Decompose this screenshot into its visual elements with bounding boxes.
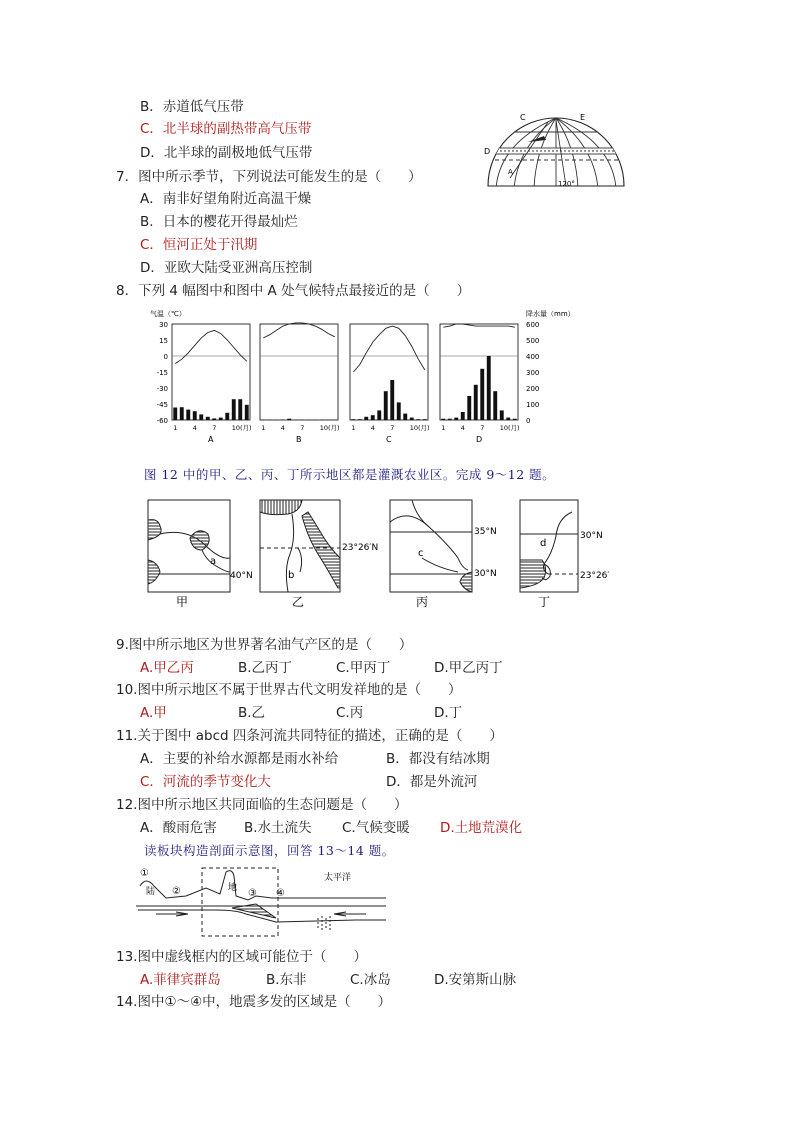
q6-option-d: D．北半球的副极地低气压带 [140, 145, 313, 161]
map-bing-name: 丙 [416, 595, 429, 609]
month-tick-label: 4 [192, 424, 197, 432]
q7-option-a: A．南非好望角附近高温干燥 [140, 191, 312, 207]
map-yi [258, 498, 388, 610]
q10-option-b: B.乙 [238, 705, 266, 721]
precip-bar [186, 410, 190, 420]
month-tick-label: 10(月) [319, 424, 340, 432]
precip-bar [358, 419, 362, 420]
precip-tick-label: 300 [526, 369, 540, 377]
climate-panel-b [260, 323, 340, 444]
temp-tick-label: -15 [156, 369, 168, 377]
precip-tick-label: 500 [526, 337, 540, 345]
panel-label: C [386, 435, 392, 444]
precip-bar [513, 419, 517, 420]
precip-bar [193, 411, 197, 420]
q11-stem: 11.关于图中 abcd 四条河流共同特征的描述，正确的是（ ） [116, 728, 503, 744]
precip-bar [493, 391, 497, 420]
map-bing [388, 498, 508, 610]
precip-bar [448, 419, 452, 420]
climate-charts [148, 306, 578, 446]
precip-bar [245, 405, 249, 420]
q11-option-c: C．河流的季节变化大 [140, 774, 271, 790]
climate-panel-d [440, 324, 520, 444]
q9-option-c: C.甲丙丁 [336, 660, 391, 676]
precip-bar [474, 385, 478, 420]
precip-bar [461, 412, 465, 420]
panel-label: A [208, 435, 214, 444]
month-tick-label: 7 [300, 424, 305, 432]
precip-bar [384, 391, 388, 420]
q6-option-b: B．赤道低气压带 [140, 99, 244, 115]
plate-marker-3: ③ [248, 888, 257, 899]
precip-axis-label: 降水量（mm） [526, 310, 575, 318]
q6-option-c: C．北半球的副热带高气压带 [140, 121, 312, 137]
temp-tick-label: -45 [156, 401, 168, 409]
map-ding-name: 丁 [538, 595, 551, 609]
q13-option-a: A.菲律宾群岛 [140, 972, 221, 988]
plate-marker-1: ① [140, 868, 149, 879]
temp-tick-label: 0 [163, 353, 168, 361]
precip-bar [371, 415, 375, 420]
precip-bar [423, 419, 427, 420]
precip-bar [351, 419, 355, 420]
map-jia-name: 甲 [176, 595, 189, 609]
q14-stem: 14.图中①～④中，地震多发的区域是（ ） [116, 994, 392, 1010]
globe-diagram [484, 108, 630, 190]
precip-tick-label: 600 [526, 321, 540, 329]
q7-option-b: B．日本的樱花开得最灿烂 [140, 214, 298, 230]
q12-option-a: A．酸雨危害 [140, 820, 217, 836]
precip-bar [397, 402, 401, 420]
precip-tick-label: 200 [526, 385, 540, 393]
month-tick-label: 1 [261, 424, 266, 432]
month-tick-label: 7 [480, 424, 485, 432]
river-b-label: b [288, 570, 295, 581]
precip-bar [441, 419, 445, 420]
panel-label: B [296, 435, 302, 444]
month-tick-label: 4 [460, 424, 465, 432]
q9-stem: 9.图中所示地区为世界著名油气产区的是（ ） [116, 637, 413, 653]
month-tick-label: 4 [370, 424, 375, 432]
precip-bar [506, 418, 510, 420]
q10-option-c: C.丙 [336, 705, 364, 721]
precip-bar [416, 419, 420, 420]
precip-bar [212, 418, 216, 420]
q11-option-b: B．都没有结冰期 [386, 751, 490, 767]
plate-marker-2: ② [172, 886, 181, 897]
month-tick-label: 1 [173, 424, 178, 432]
q12-option-c: C.气候变暖 [342, 820, 410, 836]
q9-option-b: B.乙丙丁 [238, 660, 293, 676]
precip-bar [390, 380, 394, 420]
precip-bar [480, 369, 484, 420]
precip-bar [199, 414, 203, 420]
temp-line [353, 326, 425, 372]
q13-option-c: C.冰岛 [350, 972, 391, 988]
climate-panel-c [350, 324, 430, 444]
precip-bar [377, 410, 381, 420]
plate-land2-label: 地 [228, 883, 238, 893]
q10-option-d: D.丁 [434, 705, 463, 721]
month-tick-label: 1 [351, 424, 356, 432]
precip-bar [238, 399, 242, 420]
temp-line [443, 324, 515, 327]
temp-line [263, 323, 335, 338]
lat-35n-label: 35°N [474, 527, 497, 537]
plate-land-label: 陆 [146, 887, 156, 897]
month-tick-label: 7 [212, 424, 217, 432]
month-tick-label: 1 [441, 424, 446, 432]
temp-axis-label: 气温（℃） [150, 310, 186, 318]
precip-tick-label: 100 [526, 401, 540, 409]
precip-bar [180, 407, 184, 420]
lat-30n-label: 30°N [474, 569, 497, 579]
map-ding [518, 498, 618, 610]
q10-stem: 10.图中所示地区不属于世界古代文明发祥地的是（ ） [116, 682, 462, 698]
q7-option-c: C．恒河正处于汛期 [140, 237, 258, 253]
precip-bar [403, 414, 407, 420]
globe-label-c: C [520, 113, 526, 122]
precip-bar [364, 417, 368, 420]
precip-bar [173, 408, 177, 420]
pacific-label: 太平洋 [324, 873, 352, 883]
temp-line [175, 330, 247, 363]
q8-stem: 8．下列 4 幅图中和图中 A 处气候特点最接近的是（ ） [116, 283, 471, 299]
climate-panel-a [172, 324, 252, 444]
lat-tropic-label: 23°26′N [342, 543, 379, 553]
precip-bar [467, 396, 471, 420]
month-tick-label: 10(月) [499, 424, 520, 432]
panel-label: D [476, 435, 483, 444]
q7-option-d: D．亚欧大陆受亚洲高压控制 [140, 260, 313, 276]
globe-label-e: E [580, 113, 586, 122]
precip-bar [225, 413, 229, 420]
q12-option-d: D.土地荒漠化 [440, 820, 523, 836]
river-a-label: a [210, 556, 217, 567]
precip-bar [206, 417, 210, 420]
precip-bar [487, 356, 491, 420]
q11-option-a: A．主要的补给水源都是雨水补给 [140, 751, 339, 767]
precip-tick-label: 400 [526, 353, 540, 361]
intro-9-12: 图 12 中的甲、乙、丙、丁所示地区都是灌溉农业区。完成 9～12 题。 [144, 467, 556, 482]
precip-bar [454, 418, 458, 420]
lat-tropic-ding-label: 23°26′ [580, 571, 610, 581]
lat-40n-label: 40°N [230, 571, 253, 581]
month-tick-label: 7 [390, 424, 395, 432]
q13-stem: 13.图中虚线框内的区域可能位于（ ） [116, 949, 367, 965]
plate-diagram [136, 866, 398, 940]
month-tick-label: 10(月) [409, 424, 430, 432]
q12-option-b: B.水土流失 [244, 820, 312, 836]
map-jia [146, 498, 253, 610]
precip-bar [500, 410, 504, 420]
river-c-label: c [418, 548, 424, 559]
globe-label-angle: 120° [558, 180, 575, 188]
precip-bar [232, 399, 236, 420]
temp-tick-label: -60 [156, 417, 168, 425]
q9-option-a: A.甲乙丙 [140, 660, 194, 676]
month-tick-label: 4 [280, 424, 285, 432]
q10-option-a: A.甲 [140, 705, 167, 721]
precip-tick-label: 0 [526, 417, 531, 425]
globe-label-d: D [484, 147, 491, 156]
temp-tick-label: 30 [159, 321, 168, 329]
river-d-label: d [540, 538, 547, 549]
temp-tick-label: -30 [156, 385, 168, 393]
precip-bar [219, 418, 223, 420]
q13-option-d: D.安第斯山脉 [434, 972, 517, 988]
globe-label-a: A [508, 168, 513, 176]
precip-bar [287, 419, 291, 420]
q11-option-d: D．都是外流河 [386, 774, 478, 790]
q7-stem: 7．图中所示季节，下列说法可能发生的是（ ） [116, 169, 422, 185]
q9-option-d: D.甲乙丙丁 [434, 660, 503, 676]
precip-bar [410, 418, 414, 420]
map-yi-name: 乙 [292, 595, 305, 609]
lat-30n-ding-label: 30°N [580, 531, 603, 541]
plate-marker-4: ④ [276, 888, 285, 899]
q13-option-b: B.东非 [266, 972, 307, 988]
month-tick-label: 10(月) [231, 424, 252, 432]
temp-tick-label: 15 [159, 337, 168, 345]
intro-13-14: 读板块构造剖面示意图，回答 13～14 题。 [144, 843, 395, 858]
q12-stem: 12.图中所示地区共同面临的生态问题是（ ） [116, 797, 408, 813]
